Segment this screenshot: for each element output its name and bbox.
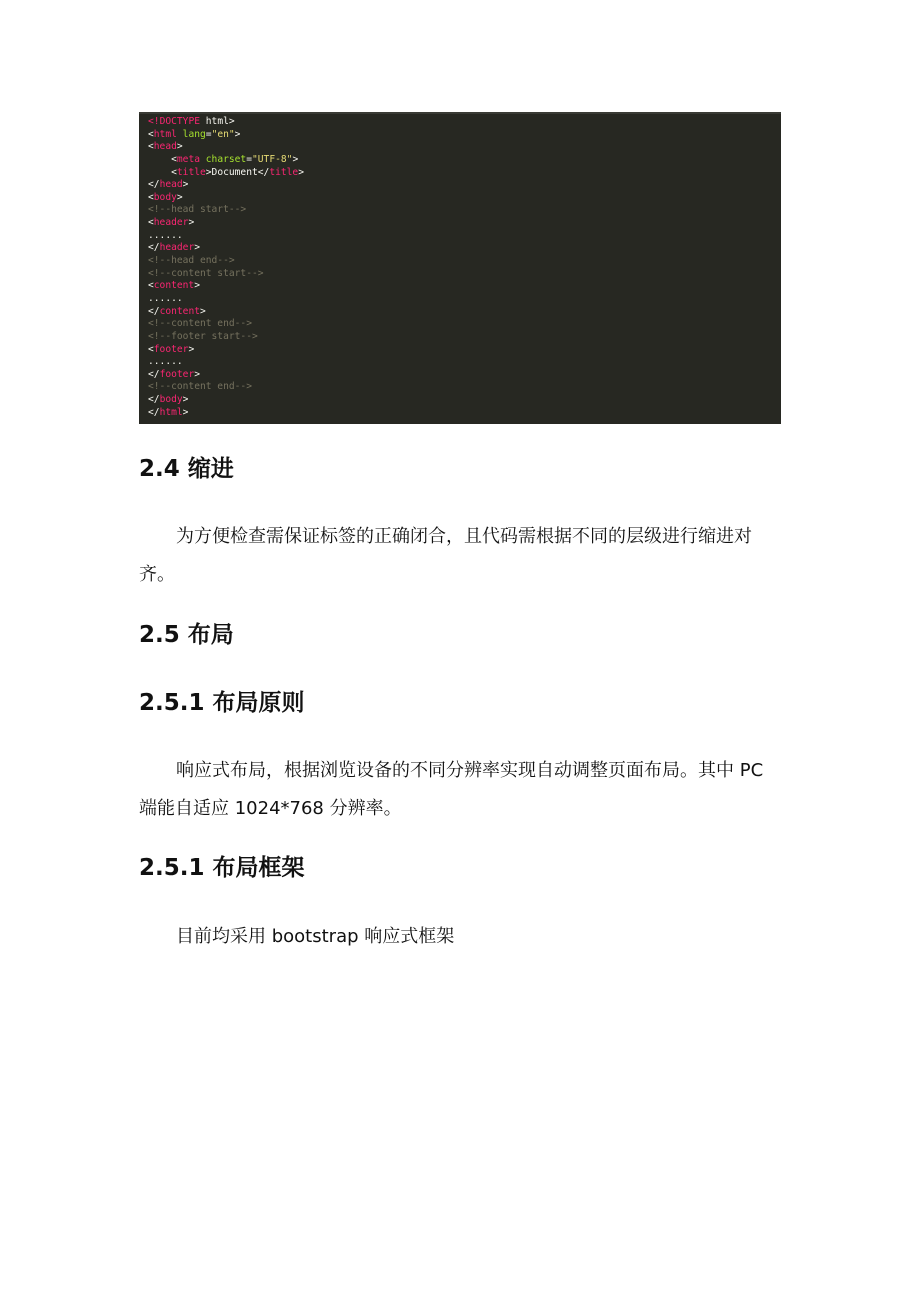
code-token: ...... — [148, 292, 183, 304]
code-line — [148, 255, 781, 268]
code-line — [148, 204, 781, 217]
code-screenshot — [139, 112, 781, 424]
code-token: > — [182, 179, 189, 191]
code-line — [148, 306, 781, 319]
code-line — [148, 179, 781, 192]
code-line — [148, 293, 781, 306]
code-token: > — [182, 394, 189, 406]
code-line — [148, 381, 781, 394]
code-token: < — [148, 128, 154, 140]
code-token: < — [148, 280, 154, 292]
heading-2-5: 2.5 布局 — [139, 622, 234, 648]
code-token: > — [182, 406, 189, 418]
code-line — [148, 331, 781, 344]
code-token: > — [188, 217, 195, 229]
paragraph-layout-framework: 目前均采用 bootstrap 响应式框架 — [176, 926, 455, 947]
code-line — [148, 356, 781, 369]
code-token: > — [176, 191, 183, 203]
code-token: </ — [148, 394, 160, 406]
code-token: > — [298, 166, 304, 178]
code-token: < — [148, 166, 177, 178]
code-line — [148, 318, 781, 331]
code-token: html — [159, 406, 183, 418]
code-token: <!--footer start--> — [148, 330, 258, 342]
code-editor-top-edge — [139, 112, 781, 114]
code-token: > — [176, 141, 183, 153]
code-token: <!--content end--> — [148, 318, 252, 330]
code-line — [148, 129, 781, 142]
code-token: </ — [148, 406, 160, 418]
code-token: title — [176, 166, 206, 178]
code-token: </ — [148, 179, 160, 191]
code-token: body — [159, 394, 183, 406]
code-token: meta — [176, 153, 200, 165]
code-token: head — [153, 141, 177, 153]
code-token: ...... — [148, 356, 183, 368]
code-token: header — [153, 217, 189, 229]
heading-2-5-1-framework: 2.5.1 布局框架 — [139, 855, 305, 881]
code-token: < — [148, 141, 154, 153]
code-line — [148, 167, 781, 180]
code-token: > — [188, 343, 195, 355]
code-token: DOCTYPE — [159, 116, 200, 127]
code-token: </ — [148, 305, 160, 317]
code-token: header — [159, 242, 195, 254]
code-token: charset — [200, 153, 247, 165]
paragraph-layout-principles: 响应式布局，根据浏览设备的不同分辨率实现自动调整页面布局。其中 PC 端能自适应 1024*768 分辨率。 — [139, 760, 764, 819]
code-token: "en" — [211, 128, 235, 140]
code-token: > — [200, 305, 206, 317]
code-token: <!--head end--> — [148, 255, 235, 267]
code-token: content — [153, 280, 195, 292]
code-token: <!--content start--> — [148, 267, 264, 279]
code-line — [148, 344, 781, 357]
code-token: ...... — [148, 229, 183, 241]
code-token: </ — [148, 368, 160, 380]
code-line — [148, 394, 781, 407]
code-line — [148, 116, 781, 129]
code-token: >Document</ — [205, 166, 270, 178]
code-token: > — [194, 280, 200, 292]
code-line — [148, 280, 781, 293]
paragraph-indentation: 为方便检查需保证标签的正确闭合，且代码需根据不同的层级进行缩进对齐。 — [139, 526, 752, 585]
code-token: < — [148, 343, 154, 355]
code-line — [148, 242, 781, 255]
code-line — [148, 141, 781, 154]
heading-2-4: 2.4 缩进 — [139, 456, 234, 482]
code-token: > — [194, 368, 200, 380]
code-token: = — [246, 153, 252, 165]
code-token: lang — [176, 128, 206, 140]
code-token: "UTF-8" — [252, 153, 293, 165]
code-token: > — [292, 153, 299, 165]
code-token: </ — [148, 242, 160, 254]
code-token: html — [153, 128, 177, 140]
code-token: footer — [159, 368, 195, 380]
code-token: <!--content end--> — [148, 381, 252, 393]
code-token: <! — [148, 116, 160, 127]
code-line — [148, 407, 781, 420]
code-token: < — [148, 191, 154, 203]
code-token: = — [205, 128, 212, 140]
code-line — [148, 369, 781, 382]
code-line — [148, 230, 781, 243]
code-token: body — [153, 191, 177, 203]
code-line — [148, 192, 781, 205]
code-token: <!--head start--> — [148, 204, 247, 216]
code-token: > — [234, 128, 241, 140]
code-line — [148, 268, 781, 281]
code-token: > — [194, 242, 200, 254]
code-line — [148, 217, 781, 230]
code-token: content — [159, 305, 200, 317]
code-token: title — [269, 166, 299, 178]
code-token: < — [148, 153, 177, 165]
code-lines — [148, 116, 781, 419]
code-token: < — [148, 217, 154, 229]
code-token: footer — [153, 343, 189, 355]
code-token: html> — [200, 116, 235, 127]
code-line — [148, 154, 781, 167]
heading-2-5-1-principles: 2.5.1 布局原则 — [139, 690, 305, 716]
code-token: head — [159, 179, 183, 191]
